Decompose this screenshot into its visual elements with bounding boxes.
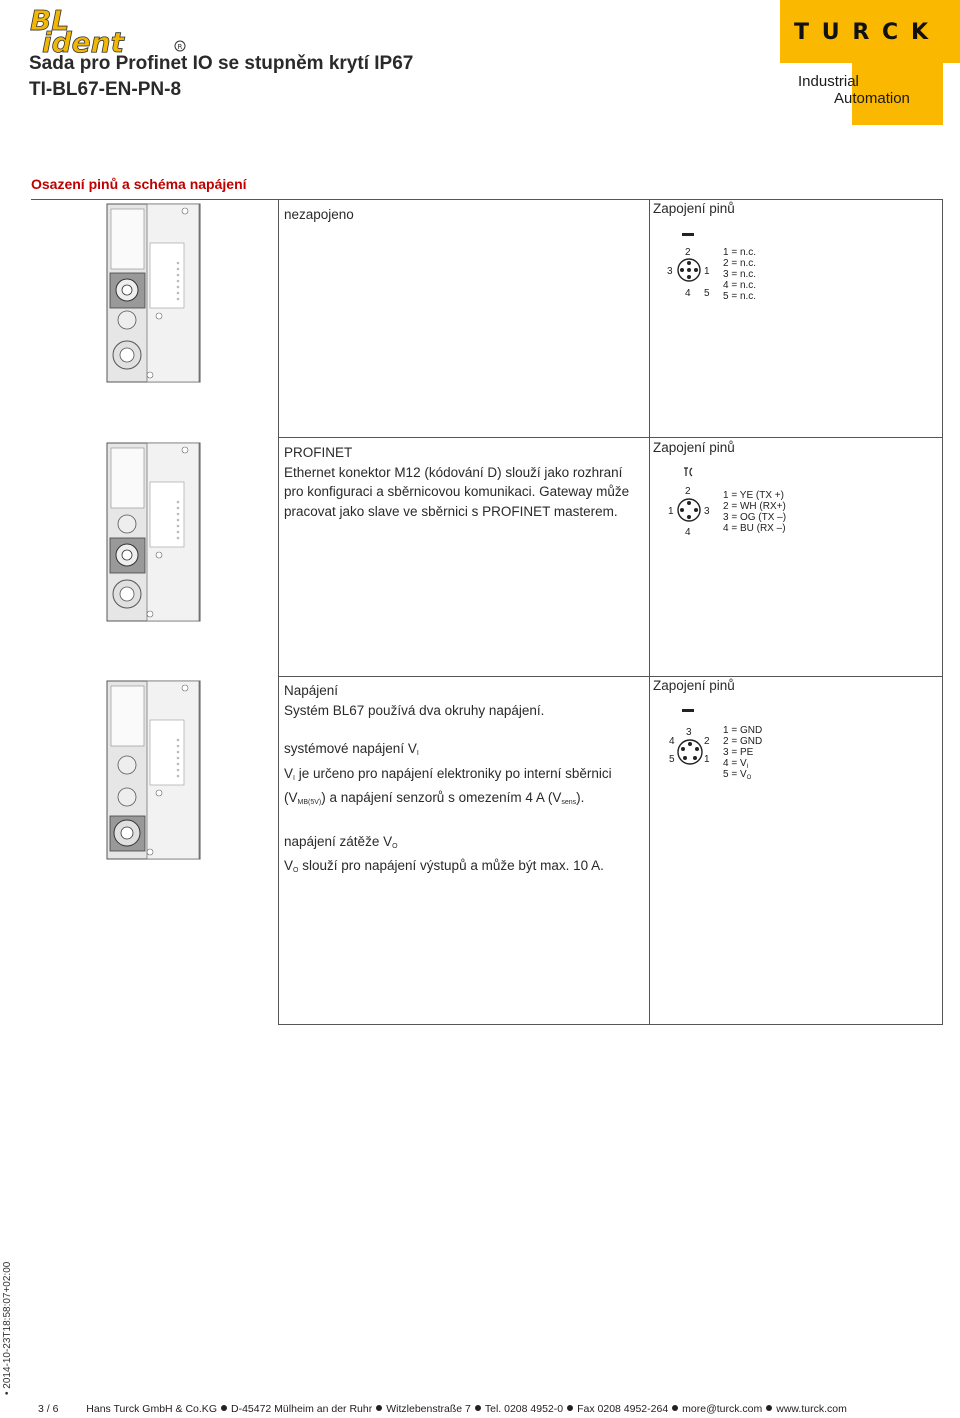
pin-label: 4 = n.c. xyxy=(723,280,757,291)
svg-text:BL: BL xyxy=(30,4,70,37)
footer-web[interactable]: www.turck.com xyxy=(776,1403,847,1415)
pin-label: 5 = n.c. xyxy=(723,291,757,302)
footer-fax: Fax 0208 4952-264 xyxy=(577,1403,669,1415)
module-image xyxy=(106,442,202,622)
svg-text:ident: ident xyxy=(42,26,124,56)
bullet-icon xyxy=(567,1405,573,1411)
svg-text:R: R xyxy=(177,43,183,51)
pin-number: 4 xyxy=(685,288,691,299)
pin-label: 3 = n.c. xyxy=(723,269,757,280)
bullet-icon xyxy=(221,1405,227,1411)
pin-number: 4 xyxy=(669,736,675,747)
table-column-divider xyxy=(649,199,650,1025)
vi-heading: systémové napájení $V_I$ xyxy=(284,741,419,757)
pin-diagram-m12-dcoded xyxy=(664,462,814,542)
description-line: pracovat jako slave ve sběrnici s PROFINET masterem. xyxy=(284,503,618,519)
footer-tel: Tel. 0208 4952-0 xyxy=(484,1403,564,1415)
pin-number: 3 xyxy=(704,506,710,517)
description-line: Ethernet konektor M12 (kódování D) slouží jako rozhraní xyxy=(284,464,623,480)
print-timestamp: • 2014-10-23T18:58:07+02:00 xyxy=(2,1261,13,1395)
module-image xyxy=(106,203,202,383)
brand-line-automation: Automation xyxy=(834,90,910,107)
pin-assignment-header: Zapojení pinů xyxy=(653,201,735,216)
pin-number: 3 xyxy=(686,727,692,738)
pin-label: 4 = BU (RX –) xyxy=(723,523,786,534)
bullet-icon xyxy=(766,1405,772,1411)
pin-diagram-7-8-power xyxy=(664,700,804,785)
pin-label: 2 = WH (RX+) xyxy=(723,501,786,512)
table-row-divider xyxy=(278,437,943,438)
turck-logo xyxy=(792,20,932,42)
vo-heading: napájení zátěže $V_O$ xyxy=(284,833,398,850)
vo-text: $V_O$ slouží pro napájení výstupů a může být max. 10 A. xyxy=(284,858,604,874)
pin-label: 1 = n.c. xyxy=(723,247,757,258)
pin-label: 3 = OG (TX –) xyxy=(723,512,787,523)
pin-number: 3 xyxy=(667,266,673,277)
pin-number: 2 xyxy=(685,247,691,258)
bl-ident-logo xyxy=(28,4,193,56)
document-subtitle: TI-BL67-EN-PN-8 xyxy=(29,79,182,100)
table-bottom-border xyxy=(278,1024,943,1025)
description-line: PROFINET xyxy=(284,445,353,460)
pin-label: 2 = GND xyxy=(723,736,763,747)
pin-label: 1 = YE (TX +) xyxy=(723,490,784,501)
vi-text-line1: $V_I$ je určeno pro napájení elektroniky po interní sběrnici xyxy=(284,765,612,782)
pin-assignment-header: Zapojení pinů xyxy=(653,678,735,693)
bullet-icon xyxy=(475,1405,481,1411)
footer-street: Witzlebenstraße 7 xyxy=(386,1403,471,1415)
description-title: Napájení xyxy=(284,683,339,698)
section-title: Osazení pinů a schéma napájení xyxy=(31,176,247,192)
pin-label: $5 = V_O$ xyxy=(723,769,752,781)
pin-number: 2 xyxy=(704,736,710,747)
document-title: Sada pro Profinet IO se stupněm krytí IP67 xyxy=(29,53,414,74)
pin-assignment-header: Zapojení pinů xyxy=(653,440,735,455)
pin-number: 5 xyxy=(669,754,675,765)
svg-text:TURCK: TURCK xyxy=(794,20,930,42)
pin-number: 1 xyxy=(704,266,710,277)
row-description xyxy=(284,443,629,521)
pin-number: 1 xyxy=(668,506,674,517)
bullet-icon xyxy=(376,1405,382,1411)
pin-label: 3 = PE xyxy=(723,747,754,758)
table-top-border xyxy=(31,199,943,200)
description-line: pro konfiguraci a sběrnicovou komunikaci. Gateway může xyxy=(284,484,630,499)
description-line: Systém BL67 používá dva okruhy napájení. xyxy=(284,702,545,718)
row-description xyxy=(284,681,644,881)
table-right-border xyxy=(942,199,943,1025)
pin-label: 2 = n.c. xyxy=(723,258,757,269)
footer-company: Hans Turck GmbH & Co.KG xyxy=(86,1403,217,1415)
table-row-divider xyxy=(278,676,943,677)
pin-label: $4 = V_I$ xyxy=(723,758,749,770)
vi-text-line2: $(V_{MB(5V)})$ a napájení senzorů s omezením 4 A $(V_{sens})$. xyxy=(284,790,585,806)
table-column-divider xyxy=(278,199,279,1025)
footer-address: D-45472 Mülheim an der Ruhr xyxy=(230,1403,373,1415)
module-image xyxy=(106,680,202,860)
page-footer xyxy=(38,1403,847,1415)
footer-email[interactable]: more@turck.com xyxy=(682,1403,763,1415)
bullet-icon xyxy=(672,1405,678,1411)
row-description: nezapojeno xyxy=(284,207,354,222)
pin-label: 1 = GND xyxy=(723,725,763,736)
page-number: 3 / 6 xyxy=(38,1403,59,1415)
pin-number: 4 xyxy=(685,527,691,538)
brand-line-industrial: Industrial xyxy=(798,73,859,90)
pin-number: 5 xyxy=(704,288,710,299)
pin-number: 1 xyxy=(704,754,710,765)
pin-diagram-m12-5pin xyxy=(664,226,804,306)
pin-number: 2 xyxy=(685,486,691,497)
